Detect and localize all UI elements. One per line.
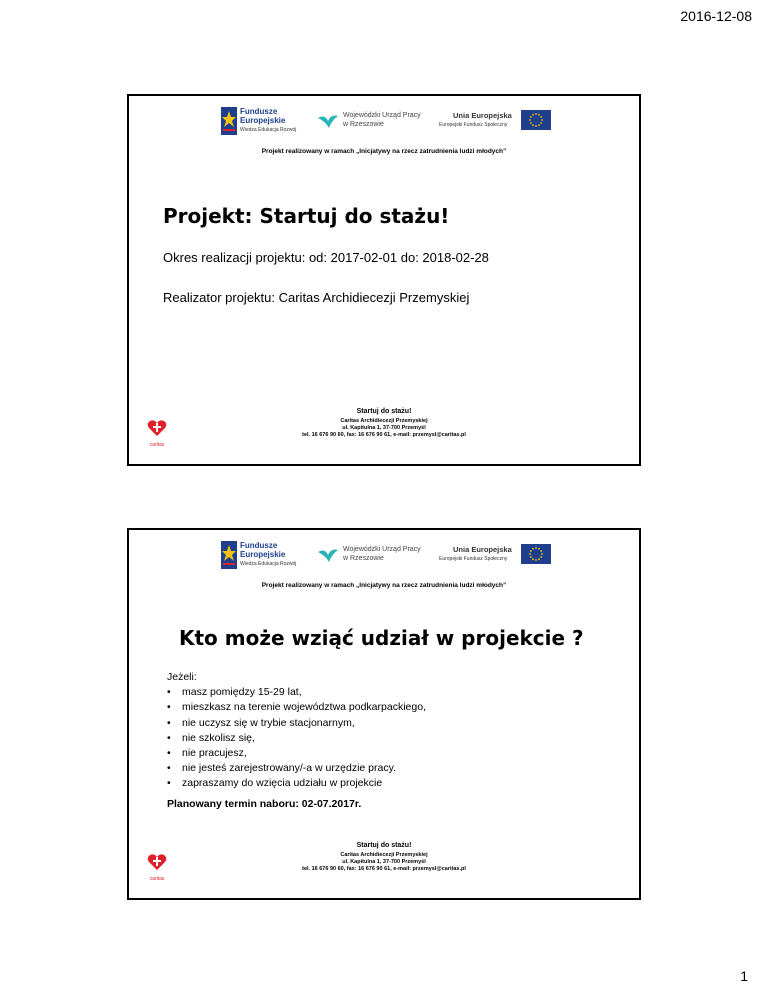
wup-line1: Wojewódzki Urząd Pracy <box>343 546 421 553</box>
unia-europejska-logo <box>439 540 551 570</box>
footer-address: ul. Kapitulna 1, 37-700 Przemyśl <box>342 859 426 865</box>
ue-line2: Europejski Fundusz Społeczny <box>439 556 508 562</box>
project-period: Okres realizacji projektu: od: 2017-02-01 do: 2018-02-28 <box>163 250 489 265</box>
list-item: • nie pracujesz, <box>167 746 426 761</box>
fe-star-icon <box>221 541 237 569</box>
wup-line1: Wojewódzki Urząd Pracy <box>343 112 421 119</box>
unia-europejska-logo <box>439 106 551 136</box>
wup-line2: w Rzeszowie <box>343 121 384 128</box>
wup-line2: w Rzeszowie <box>343 555 384 562</box>
eu-flag-icon <box>521 110 551 130</box>
slide-footer <box>129 842 639 873</box>
recruitment-date: Planowany termin naboru: 02-07.2017r. <box>167 798 362 810</box>
slide-footer <box>129 408 639 439</box>
caritas-label: caritas <box>149 876 165 882</box>
fe-line2: Europejskie <box>240 116 286 125</box>
slide-title: Kto może wziąć udział w projekcie ? <box>179 626 584 650</box>
footer-contact: tel. 16 676 90 60, fax: 16 676 90 61, e-mail: przemysl@caritas.pl <box>302 866 466 872</box>
wup-logo <box>317 106 427 136</box>
page-number: 1 <box>740 968 748 984</box>
fe-line1: Fundusze <box>240 541 278 550</box>
initiative-text: Projekt realizowany w ramach „Inicjatywy na rzecz zatrudnienia ludzi młodych” <box>261 582 507 589</box>
logo-bar <box>221 540 551 570</box>
wup-logo <box>317 540 427 570</box>
fe-line3: Wiedza Edukacja Rozwój <box>240 127 297 133</box>
project-realizer: Realizator projektu: Caritas Archidiecezji Przemyskiej <box>163 290 470 305</box>
slide-title: Projekt: Startuj do stażu! <box>163 204 450 228</box>
eu-flag-icon <box>521 544 551 564</box>
wup-bird-icon <box>317 544 339 566</box>
list-item: • mieszkasz na terenie województwa podkarpackiego, <box>167 700 426 715</box>
fundusze-europejskie-logo <box>221 106 311 136</box>
eligibility-list <box>167 670 426 792</box>
wup-bird-icon <box>317 110 339 132</box>
footer-title: Startuj do stażu! <box>356 408 412 415</box>
list-item: • masz pomiędzy 15-29 lat, <box>167 685 426 700</box>
fundusze-europejskie-logo <box>221 540 311 570</box>
list-item: • zapraszamy do wzięcia udziału w projekcie <box>167 776 426 791</box>
ue-line1: Unia Europejska <box>453 545 512 554</box>
slide-1 <box>127 94 641 466</box>
initiative-text: Projekt realizowany w ramach „Inicjatywy na rzecz zatrudnienia ludzi młodych” <box>261 148 507 155</box>
fe-line3: Wiedza Edukacja Rozwój <box>240 561 297 567</box>
logo-bar <box>221 106 551 136</box>
footer-org: Caritas Archidiecezji Przemyskiej <box>340 852 428 858</box>
fe-line2: Europejskie <box>240 550 286 559</box>
list-item: • nie jesteś zarejestrowany/-a w urzędzie pracy. <box>167 761 426 776</box>
list-item: • nie uczysz się w trybie stacjonarnym, <box>167 716 426 731</box>
fe-line1: Fundusze <box>240 107 278 116</box>
ue-line2: Europejski Fundusz Społeczny <box>439 122 508 128</box>
ue-line1: Unia Europejska <box>453 111 512 120</box>
slide-2 <box>127 528 641 900</box>
footer-contact: tel. 16 676 90 60, fax: 16 676 90 61, e-mail: przemysl@caritas.pl <box>302 432 466 438</box>
list-item: • nie szkolisz się, <box>167 731 426 746</box>
footer-org: Caritas Archidiecezji Przemyskiej <box>340 418 428 424</box>
footer-title: Startuj do stażu! <box>356 842 412 849</box>
footer-address: ul. Kapitulna 1, 37-700 Przemyśl <box>342 425 426 431</box>
eligibility-intro: Jeżeli: <box>167 671 197 683</box>
caritas-label: caritas <box>149 442 165 448</box>
page-date: 2016-12-08 <box>680 8 752 24</box>
fe-star-icon <box>221 107 237 135</box>
